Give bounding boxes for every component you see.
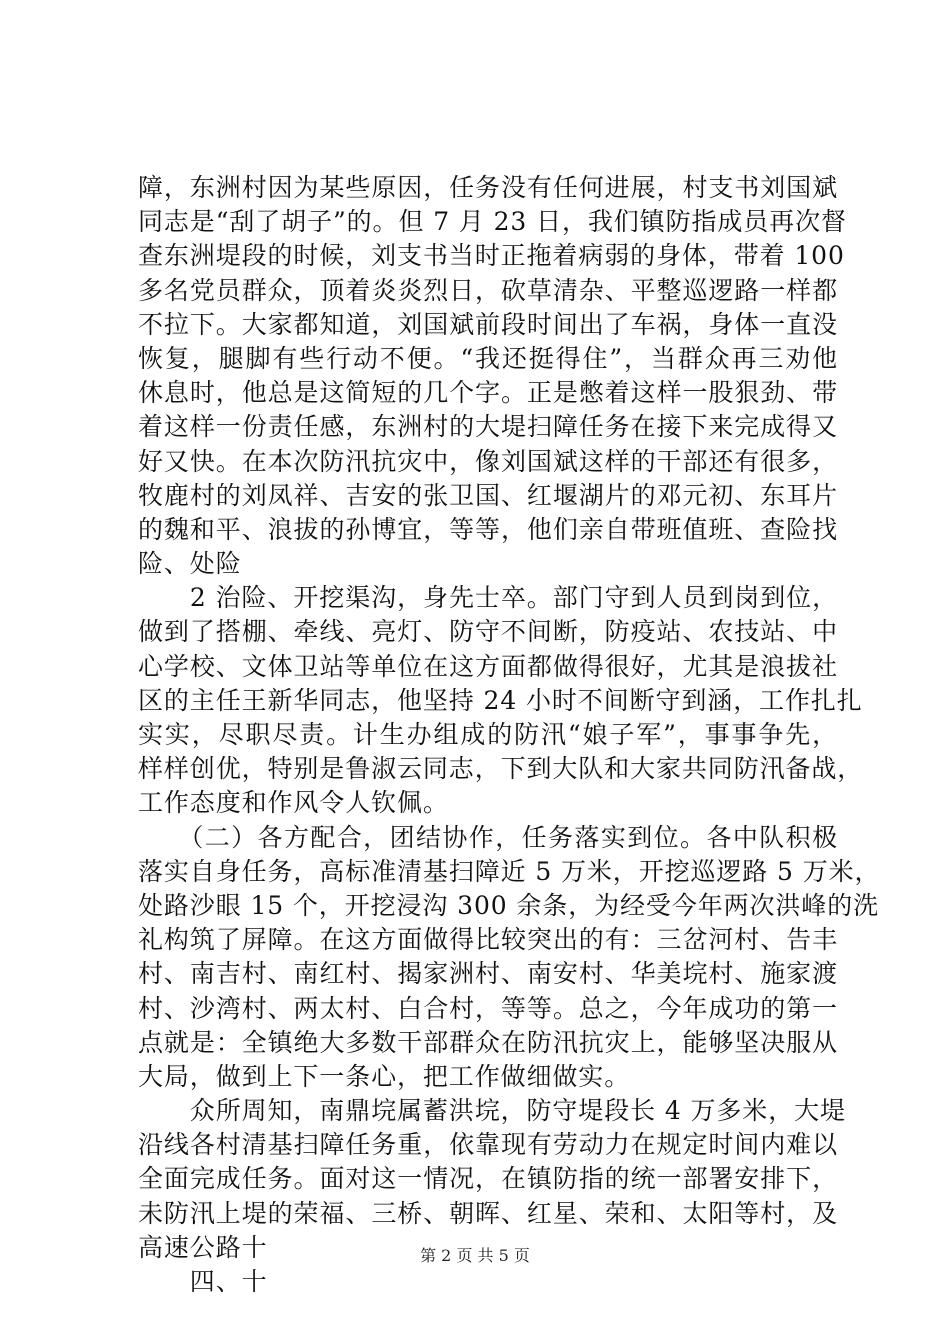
text-line: 的魏和平、浪拔的孙博宜，等等，他们亲自带班值班、查险找 [138, 514, 838, 544]
section-heading-line: 四、十 [138, 1267, 268, 1296]
text-line: 未防汛上堤的荣福、三桥、朝晖、红星、荣和、太阳等村，及 [138, 1198, 838, 1228]
text-line: 区的主任王新华同志，他坚持 24 小时不间断守到涵，工作扎扎 [138, 685, 863, 715]
text-line: 休息时，他总是这简短的几个字。正是憋着这样一股狠劲、带 [138, 378, 838, 408]
text-line: 全面完成任务。面对这一情况，在镇防指的统一部署安排下， [138, 1164, 838, 1194]
text-line: 沿线各村清基扫障任务重，依靠现有劳动力在规定时间内难以 [138, 1130, 838, 1160]
text-line: 多名党员群众，顶着炎炎烈日，砍草清杂、平整巡逻路一样都 [138, 275, 838, 305]
page-number-footer: 第 2 页 共 5 页 [420, 1246, 530, 1265]
paragraph-end-line: 大局，做到上下一条心，把工作做细做实。 [138, 1061, 631, 1091]
text-line: 处路沙眼 15 个，开挖浸沟 300 余条，为经受今年两次洪峰的洗 [138, 890, 880, 920]
document-body [138, 171, 881, 1299]
text-line: 村、沙湾村、两太村、白合村，等等。总之，今年成功的第一 [138, 993, 838, 1023]
text-line: 礼构筑了屏障。在这方面做得比较突出的有：三岔河村、告丰 [138, 925, 838, 955]
text-line: 障，东洲村因为某些原因，任务没有任何进展，村支书刘国斌 [138, 173, 838, 202]
text-line: 同志是“刮了胡子”的。但 7 月 23 日，我们镇防指成员再次督 [138, 207, 847, 237]
text-line: 心学校、文体卫站等单位在这方面都做得很好，尤其是浪拔社 [138, 651, 838, 681]
paragraph-start-line: 2 治险、开挖渠沟，身先士卒。部门守到人员到岗到位， [138, 583, 838, 613]
text-line: 恢复，腿脚有些行动不便。“我还挺得住”，当群众再三劝他 [138, 343, 838, 373]
text-line: 村、南吉村、南红村、揭家洲村、南安村、华美垸村、施家渡 [138, 959, 838, 989]
text-line: 着这样一份责任感，东洲村的大堤扫障任务在接下来完成得又 [138, 412, 838, 442]
paragraph-end-line: 高速公路十 [138, 1232, 268, 1262]
text-line: 点就是：全镇绝大多数干部群众在防汛抗灾上，能够坚决服从 [138, 1027, 838, 1057]
paragraph-end-line: 工作态度和作风令人钦佩。 [138, 788, 449, 818]
paragraph-start-line: （二）各方配合，团结协作，任务落实到位。各中队积极 [138, 822, 838, 852]
text-line: 不拉下。大家都知道，刘国斌前段时间出了车祸，身体一直没 [138, 309, 838, 339]
text-line: 查东洲堤段的时候，刘支书当时正拖着病弱的身体，带着 100 [138, 241, 845, 271]
paragraph-start-line: 众所周知，南鼎垸属蓄洪垸，防守堤段长 4 万多米，大堤 [138, 1096, 846, 1126]
text-line: 实实，尽职尽责。计生办组成的防汛“娘子军”，事事争先， [138, 720, 838, 749]
paragraph-end-line: 险、处险 [138, 549, 242, 579]
text-line: 样样创优，特别是鲁淑云同志，下到大队和大家共同防汛备战， [138, 754, 864, 784]
text-line: 好又快。在本次防汛抗灾中，像刘国斌这样的干部还有很多， [138, 446, 838, 476]
text-line: 牧鹿村的刘凤祥、吉安的张卫国、红堰湖片的邓元初、东耳片 [138, 480, 838, 510]
text-line: 落实自身任务，高标准清基扫障近 5 万米，开挖巡逻路 5 万米， [138, 856, 881, 886]
text-line: 做到了搭棚、牵线、亮灯、防守不间断，防疫站、农技站、中 [138, 617, 838, 647]
